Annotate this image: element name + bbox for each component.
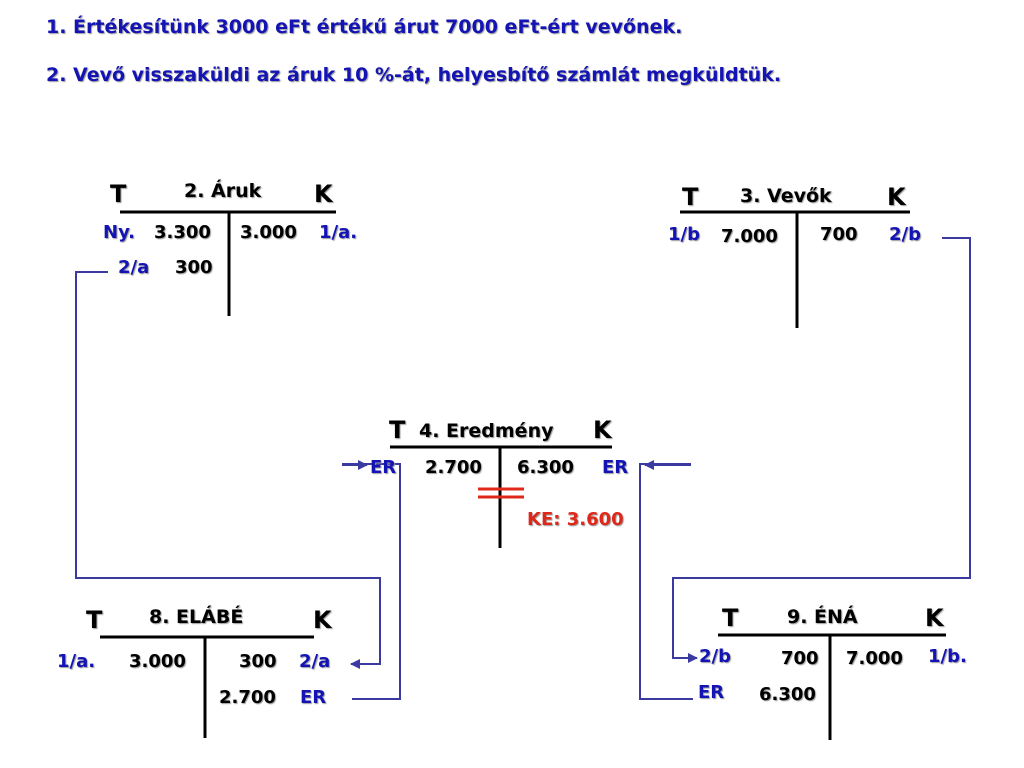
ena-credit-ref-1: 1/b.: [928, 646, 967, 667]
connector-ena-eredmeny-head: [645, 464, 690, 465]
eredmeny-closing-balance: KE: 3.600: [527, 509, 624, 530]
eredmeny-credit-ref-1: ER: [602, 457, 629, 478]
eredmeny-title: 4. Eredmény: [419, 420, 554, 442]
elabe-credit-1: 300: [239, 651, 277, 672]
elabe-credit-ref-2: ER: [300, 687, 327, 708]
aruk-credit-label: K: [314, 180, 333, 208]
vevok-debit-1: 7.000: [721, 226, 778, 247]
vevok-debit-label: T: [682, 183, 699, 211]
eredmeny-credit-1: 6.300: [517, 457, 574, 478]
eredmeny-credit-label: K: [593, 416, 612, 444]
vevok-credit-label: K: [887, 183, 906, 211]
vevok-credit-ref-1: 2/b: [889, 224, 921, 245]
elabe-credit-2: 2.700: [219, 687, 276, 708]
aruk-debit-label: T: [110, 180, 127, 208]
aruk-debit-1: 3.300: [154, 222, 211, 243]
aruk-title: 2. Áruk: [184, 180, 262, 202]
eredmeny-debit-ref-1: ER: [370, 457, 397, 478]
eredmeny-debit-label: T: [389, 416, 406, 444]
ena-debit-label: T: [722, 604, 739, 632]
vevok-title: 3. Vevők: [740, 185, 832, 207]
connector-vevok-ena: [673, 238, 970, 658]
aruk-debit-2: 300: [175, 257, 213, 278]
ena-debit-1: 700: [781, 648, 819, 669]
aruk-ny-ref: Ny.: [103, 222, 135, 243]
connector-ena-eredmeny: [640, 464, 693, 699]
aruk-credit-1: 3.000: [240, 222, 297, 243]
ena-credit-1: 7.000: [846, 648, 903, 669]
ena-title: 9. ÉNÁ: [787, 606, 858, 628]
task-line-2: 2. Vevő visszaküldi az áruk 10 %-át, helyesbítő számlát megküldtük.: [46, 64, 782, 86]
elabe-debit-1: 3.000: [129, 651, 186, 672]
elabe-debit-ref-1: 1/a.: [57, 651, 96, 672]
elabe-credit-label: K: [313, 606, 332, 634]
elabe-title: 8. ELÁBÉ: [149, 606, 244, 628]
elabe-credit-ref-1: 2/a: [299, 651, 331, 672]
aruk-credit-ref-1: 1/a.: [319, 222, 358, 243]
elabe-debit-label: T: [86, 606, 103, 634]
ena-credit-label: K: [925, 604, 944, 632]
vevok-debit-ref-1: 1/b: [668, 224, 700, 245]
ena-debit-ref-1: 2/b: [699, 646, 731, 667]
aruk-debit-ref-2: 2/a: [118, 257, 150, 278]
task-line-1: 1. Értékesítünk 3000 eFt értékű árut 7000 eFt-ért vevőnek.: [46, 16, 683, 38]
ena-debit-ref-2: ER: [698, 682, 725, 703]
eredmeny-debit-1: 2.700: [425, 457, 482, 478]
ena-debit-2: 6.300: [759, 684, 816, 705]
vevok-credit-1: 700: [820, 224, 858, 245]
